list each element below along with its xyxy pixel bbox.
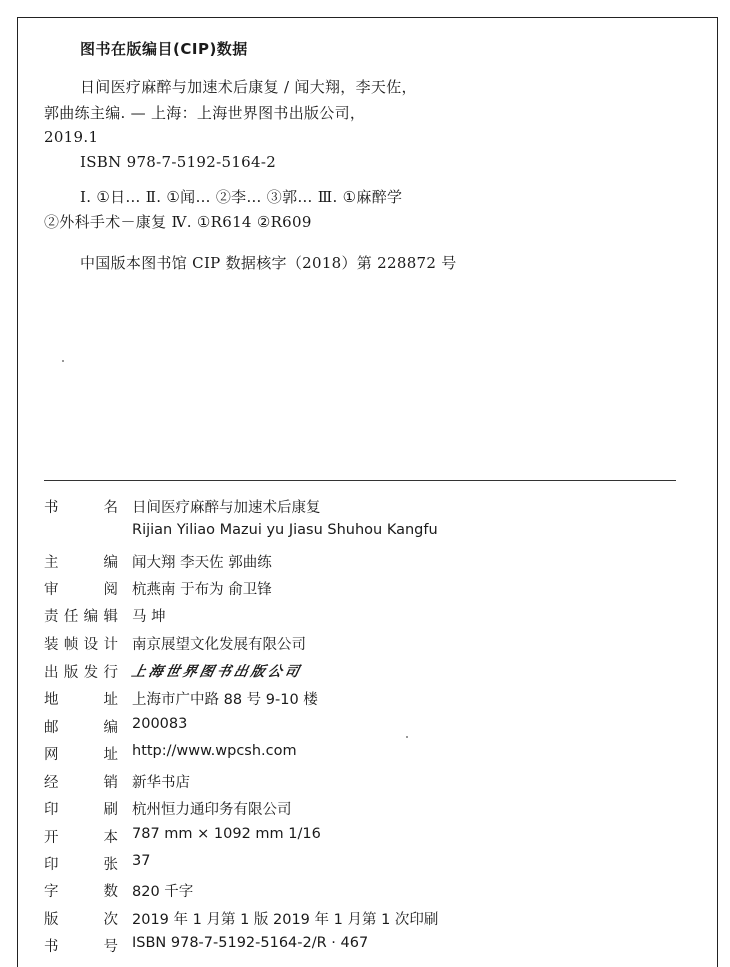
info-label-char: 阅 (103, 582, 118, 598)
info-label-char: 帧 (63, 637, 79, 653)
info-label-char: 名 (103, 500, 118, 516)
info-value: 820 千字 (132, 884, 194, 900)
info-label-char: 责 (44, 609, 59, 625)
info-value: 200083 (132, 716, 188, 732)
info-value: 闻大翔 李天佐 郭曲练 (132, 555, 272, 571)
print-speck (62, 360, 64, 362)
cip-heading: 图书在版编目(CIP)数据 (80, 40, 248, 58)
info-label-char: 出 (44, 665, 59, 681)
info-label (44, 661, 118, 682)
print-speck (406, 736, 408, 738)
info-label-char: 编 (83, 609, 99, 625)
info-value: 上海市广中路 88 号 9-10 楼 (132, 692, 318, 708)
info-value: 787 mm × 1092 mm 1/16 (132, 826, 321, 842)
info-label-char: 邮 (44, 720, 59, 736)
info-label (44, 853, 118, 874)
info-label-char: 书 (44, 939, 59, 955)
info-value: 日间医疗麻醉与加速术后康复 (132, 500, 321, 516)
cip-classification-line-1: Ⅰ. ①日… Ⅱ. ①闻… ②李… ③郭… Ⅲ. ①麻醉学 (80, 188, 403, 206)
info-value: 杭州恒力通印务有限公司 (132, 802, 292, 818)
cip-approval-number: 中国版本图书馆 CIP 数据核字（2018）第 228872 号 (80, 254, 457, 272)
info-label-char: 辑 (103, 609, 118, 625)
info-label-char: 经 (44, 775, 59, 791)
info-label-char: 张 (103, 857, 118, 873)
cip-editors-line: 郭曲练主编. — 上海：上海世界图书出版公司， (44, 104, 366, 122)
info-label (44, 935, 118, 956)
info-label (44, 688, 118, 709)
info-label-char: 印 (44, 857, 59, 873)
info-label-char: 开 (44, 830, 59, 846)
info-label (44, 633, 118, 654)
info-label-char: 刷 (103, 802, 118, 818)
info-label-char: 版 (63, 665, 79, 681)
info-value: ISBN 978-7-5192-5164-2/R · 467 (132, 935, 369, 951)
info-label (44, 798, 118, 819)
info-label (44, 496, 118, 517)
info-label-char: 设 (83, 637, 99, 653)
info-value: 2019 年 1 月第 1 版 2019 年 1 月第 1 次印刷 (132, 912, 439, 928)
cip-isbn-line: ISBN 978-7-5192-5164-2 (80, 153, 277, 171)
info-label-char: 网 (44, 747, 59, 763)
info-label-char: 书 (44, 500, 59, 516)
info-value: 新华书店 (132, 775, 190, 791)
info-label-char: 址 (103, 692, 118, 708)
info-label-char: 数 (103, 884, 118, 900)
info-label (44, 908, 118, 929)
info-value: 马 坤 (132, 609, 166, 625)
info-label-char: 印 (44, 802, 59, 818)
cip-date-line: 2019.1 (44, 128, 99, 146)
info-value: 南京展望文化发展有限公司 (132, 637, 306, 653)
info-value: Rijian Yiliao Mazui yu Jiasu Shuhou Kangfu (132, 522, 438, 538)
info-label-char: 发 (83, 665, 99, 681)
info-label-char: 号 (103, 939, 118, 955)
info-label-char: 装 (44, 637, 59, 653)
info-value: 37 (132, 853, 151, 869)
info-label-char: 编 (103, 555, 118, 571)
info-label-char: 行 (103, 665, 118, 681)
info-label-char: 本 (103, 830, 118, 846)
info-label (44, 826, 118, 847)
info-label-char: 主 (44, 555, 59, 571)
info-label (44, 578, 118, 599)
info-label (44, 716, 118, 737)
info-value: 杭燕南 于布为 俞卫锋 (132, 582, 272, 598)
info-label-char: 字 (44, 884, 59, 900)
section-divider (44, 480, 676, 481)
info-label (44, 743, 118, 764)
info-label-char: 任 (63, 609, 79, 625)
info-label (44, 880, 118, 901)
info-label-char: 次 (103, 912, 118, 928)
publisher-logo: 上海世界图书出版公司 (130, 664, 304, 680)
cip-classification-line-2: ②外科手术－康复 Ⅳ. ①R614 ②R609 (44, 213, 312, 231)
info-label-char: 地 (44, 692, 59, 708)
info-label-char: 审 (44, 582, 59, 598)
info-label-char: 编 (103, 720, 118, 736)
info-label (44, 551, 118, 572)
info-label-char: 计 (103, 637, 118, 653)
info-label-char: 销 (103, 775, 118, 791)
info-label-char: 址 (103, 747, 118, 763)
info-label (44, 771, 118, 792)
cip-title-line: 日间医疗麻醉与加速术后康复 / 闻大翔，李天佐， (80, 78, 417, 96)
info-value: http://www.wpcsh.com (132, 743, 297, 759)
info-label-char: 版 (44, 912, 59, 928)
info-label (44, 605, 118, 626)
